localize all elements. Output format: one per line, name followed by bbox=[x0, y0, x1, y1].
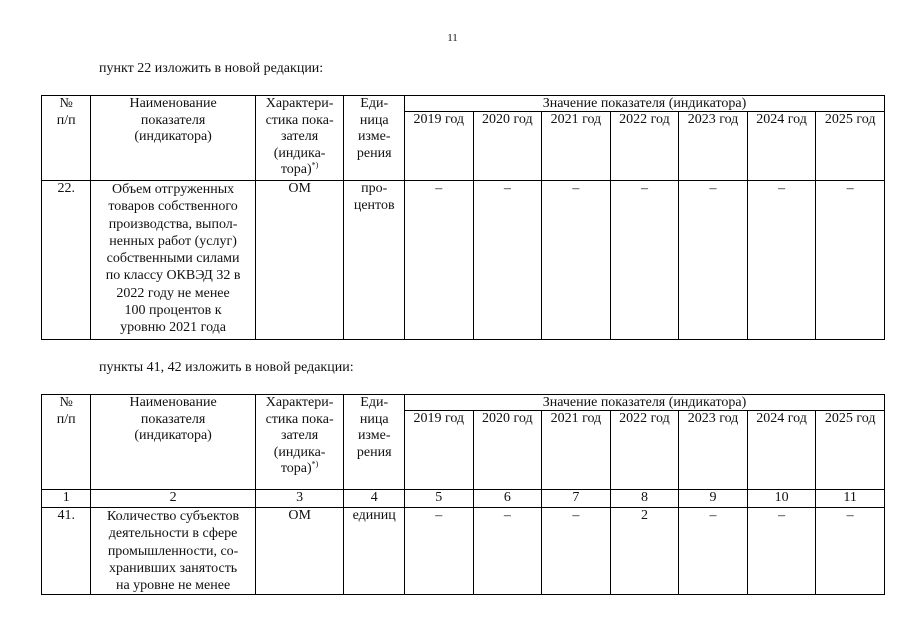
value-cell: – bbox=[747, 508, 816, 595]
header-characteristic: Характери- стика пока- зателя (индика- тора)*) bbox=[255, 96, 344, 181]
row-num: 41. bbox=[42, 508, 91, 595]
value-cell: – bbox=[404, 508, 473, 595]
page-number: 11 bbox=[447, 32, 458, 44]
column-number: 1 bbox=[42, 490, 91, 508]
header-year: 2022 год bbox=[610, 112, 679, 181]
indicator-unit: про- центов bbox=[344, 181, 405, 340]
value-cell: – bbox=[404, 181, 473, 340]
header-name: Наименование показателя (индикатора) bbox=[91, 395, 255, 490]
value-cell: – bbox=[610, 181, 679, 340]
value-cell: – bbox=[473, 508, 542, 595]
header-year: 2019 год bbox=[404, 112, 473, 181]
amendment-intro-items-41-42: пункты 41, 42 изложить в новой редакции: bbox=[99, 360, 354, 375]
header-num: № п/п bbox=[42, 395, 91, 490]
header-year: 2024 год bbox=[747, 112, 816, 181]
column-number-row bbox=[42, 490, 885, 508]
value-cell: – bbox=[679, 508, 748, 595]
value-cell: – bbox=[747, 181, 816, 340]
header-year: 2023 год bbox=[679, 112, 748, 181]
indicator-characteristic: ОМ bbox=[255, 181, 344, 340]
header-year: 2020 год bbox=[473, 411, 542, 490]
indicator-table-item-22 bbox=[41, 95, 885, 340]
header-year: 2020 год bbox=[473, 112, 542, 181]
column-number: 11 bbox=[816, 490, 885, 508]
header-year: 2025 год bbox=[816, 112, 885, 181]
value-cell: 2 bbox=[610, 508, 679, 595]
header-year: 2023 год bbox=[679, 411, 748, 490]
indicator-name: Количество субъектов деятельности в сфере промышленности, со- хранивших занятость на уровне не менее bbox=[91, 508, 255, 595]
amendment-intro-item-22: пункт 22 изложить в новой редакции: bbox=[99, 61, 324, 76]
indicator-name: Объем отгруженных товаров собственного производства, выпол- ненных работ (услуг) собственными силами по классу ОКВЭД 32 в 2022 году не менее 100 процентов к уровню 2021 года bbox=[91, 181, 255, 340]
row-num: 22. bbox=[42, 181, 91, 340]
header-value-group: Значение показателя (индикатора) bbox=[404, 96, 884, 112]
value-cell: – bbox=[816, 508, 885, 595]
header-year: 2021 год bbox=[542, 411, 611, 490]
header-year: 2022 год bbox=[610, 411, 679, 490]
indicator-table-items-41-42 bbox=[41, 394, 885, 595]
header-characteristic: Характери- стика пока- зателя (индика- тора)*) bbox=[255, 395, 344, 490]
header-value-group: Значение показателя (индикатора) bbox=[404, 395, 884, 411]
table-row-41 bbox=[42, 508, 885, 595]
header-unit: Еди- ница изме- рения bbox=[344, 96, 405, 181]
header-num: № п/п bbox=[42, 96, 91, 181]
column-number: 9 bbox=[679, 490, 748, 508]
value-cell: – bbox=[473, 181, 542, 340]
header-name: Наименование показателя (индикатора) bbox=[91, 96, 255, 181]
header-year: 2024 год bbox=[747, 411, 816, 490]
header-year: 2025 год bbox=[816, 411, 885, 490]
column-number: 2 bbox=[91, 490, 255, 508]
column-number: 7 bbox=[542, 490, 611, 508]
value-cell: – bbox=[542, 508, 611, 595]
value-cell: – bbox=[542, 181, 611, 340]
column-number: 5 bbox=[404, 490, 473, 508]
column-number: 4 bbox=[344, 490, 405, 508]
header-year: 2019 год bbox=[404, 411, 473, 490]
column-number: 10 bbox=[747, 490, 816, 508]
table-row-22 bbox=[42, 181, 885, 340]
indicator-unit: единиц bbox=[344, 508, 405, 595]
value-cell: – bbox=[816, 181, 885, 340]
indicator-characteristic: ОМ bbox=[255, 508, 344, 595]
header-year: 2021 год bbox=[542, 112, 611, 181]
column-number: 8 bbox=[610, 490, 679, 508]
column-number: 3 bbox=[255, 490, 344, 508]
value-cell: – bbox=[679, 181, 748, 340]
column-number: 6 bbox=[473, 490, 542, 508]
header-unit: Еди- ница изме- рения bbox=[344, 395, 405, 490]
